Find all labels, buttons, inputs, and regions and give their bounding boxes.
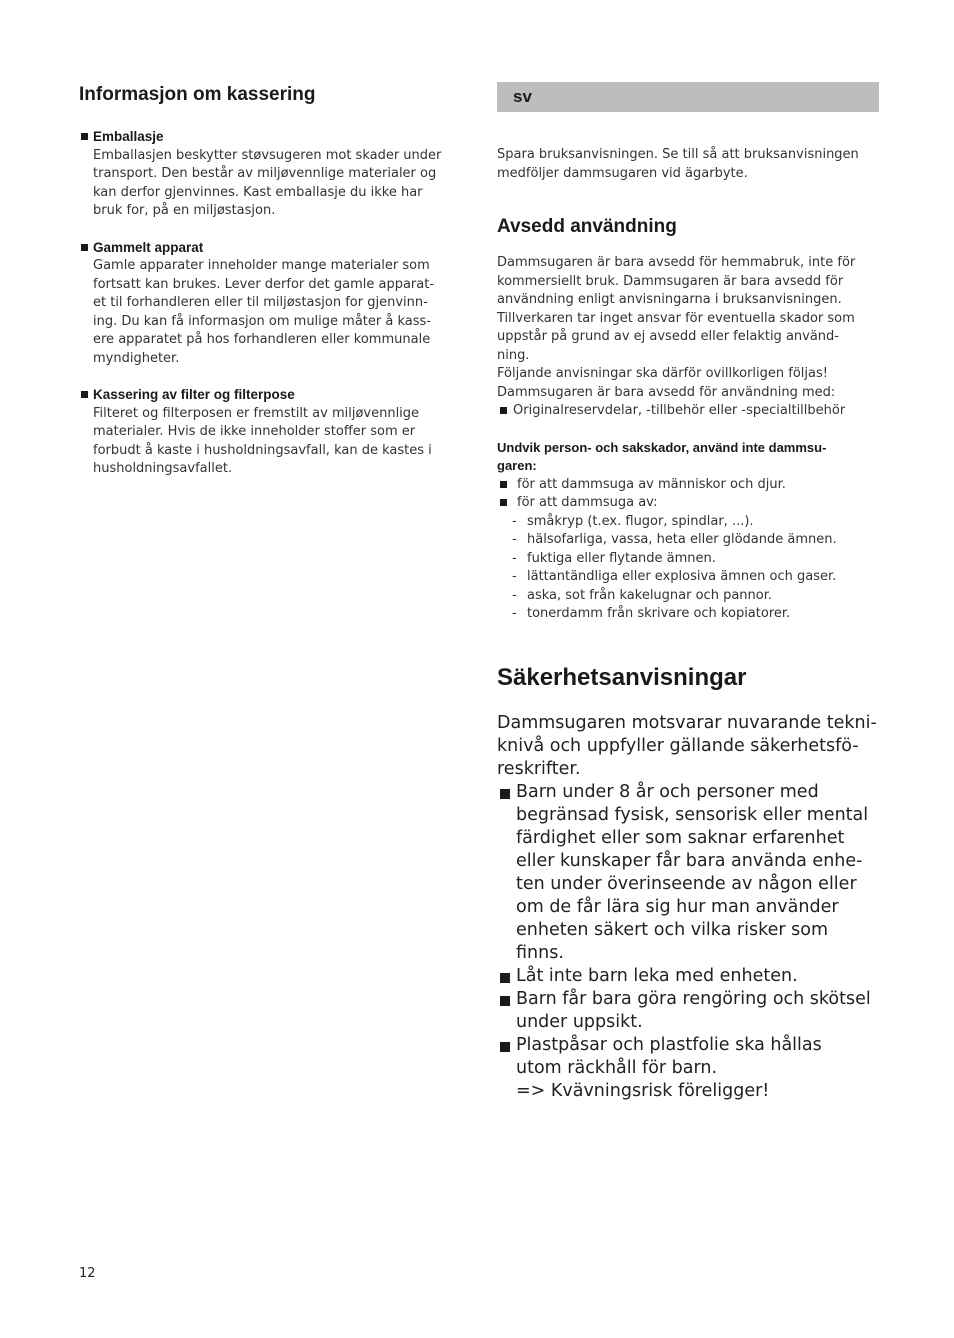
safety-bullet-line: Barn får bara göra rengöring och skötsel xyxy=(516,988,871,1009)
list-item xyxy=(497,1034,879,1103)
square-bullet-icon xyxy=(81,133,88,140)
safety-bullet-line: ten under överinseende av någon eller xyxy=(516,873,857,894)
use-line: Dammsugaren är bara avsedd för användning med: xyxy=(497,384,836,400)
safety-bullet-line: begränsad fysisk, sensorisk eller mental xyxy=(516,804,869,825)
list-item xyxy=(79,239,459,369)
language-code: sv xyxy=(513,87,532,106)
safety-bullet-line: enheten säkert och vilka risker som xyxy=(516,919,828,940)
list-item: - aska, sot från kakelugnar och pannor. xyxy=(512,587,773,603)
left-column xyxy=(79,82,459,479)
square-bullet-icon xyxy=(500,499,507,506)
list-item xyxy=(79,128,459,221)
warning-bullet-text: för att dammsuga av människor och djur. xyxy=(517,476,786,492)
list-item xyxy=(497,494,879,513)
item-line: husholdningsavfallet. xyxy=(93,461,233,476)
dash-item-text: lättantändliga eller explosiva ämnen och gaser. xyxy=(527,569,837,584)
list-item: - tonerdamm från skrivare och kopiatorer. xyxy=(512,606,791,621)
item-line: bruk for, på en miljøstasjon. xyxy=(93,203,276,218)
square-bullet-icon xyxy=(81,244,88,251)
intended-use-heading: Avsedd användning xyxy=(497,216,677,237)
list-item xyxy=(497,988,879,1034)
item-line: fortsatt kan brukes. Lever derfor det gamle apparat- xyxy=(93,276,435,292)
item-line: ing. Du kan få informasjon om mulige måter å kass- xyxy=(93,313,431,329)
item-line: Filteret og filterposen er fremstilt av miljøvennlige xyxy=(93,405,420,421)
dash-item-text: aska, sot från kakelugnar och pannor. xyxy=(527,587,773,603)
square-bullet-icon xyxy=(500,407,507,414)
list-item xyxy=(79,386,459,479)
warning-title-line: Undvik person- och sakskador, använd inte dammsu- xyxy=(497,439,827,455)
safety-bullet-line: färdighet eller som saknar erfarenhet xyxy=(516,827,845,848)
page-number: 12 xyxy=(79,1266,96,1281)
list-item: - hälsofarliga, vassa, heta eller glödande ämnen. xyxy=(512,532,837,547)
dash-item-text: småkryp (t.ex. flugor, spindlar, ...). xyxy=(527,513,754,529)
item-title: Gammelt apparat xyxy=(93,239,204,255)
square-bullet-icon xyxy=(500,996,510,1006)
list-item xyxy=(497,476,879,495)
intro-line: medföljer dammsugaren vid ägarbyte. xyxy=(497,165,748,181)
square-bullet-icon xyxy=(81,391,88,398)
use-line: uppstår på grund av ej avsedd eller felaktig använd- xyxy=(497,329,839,344)
list-item: - fuktiga eller flytande ämnen. xyxy=(512,550,716,566)
safety-heading: Säkerhetsanvisningar xyxy=(497,663,747,691)
safety-bullet-line: under uppsikt. xyxy=(516,1011,643,1032)
use-line: Tillverkaren tar inget ansvar för eventuella skador som xyxy=(497,310,855,326)
safety-bullet-line: => Kvävningsrisk föreligger! xyxy=(516,1080,770,1101)
item-line: kan derfor gjenvinnes. Kast emballasje du ikke har xyxy=(93,184,423,200)
safety-intro-line: reskrifter. xyxy=(497,758,581,779)
right-column xyxy=(497,82,879,1103)
item-line: materialer. Hvis de ikke inneholder stoffer som er xyxy=(93,424,416,439)
intro-block xyxy=(497,146,879,183)
item-line: Gamle apparater inneholder mange materialer som xyxy=(93,258,430,273)
safety-bullet-line: utom räckhåll för barn. xyxy=(516,1057,718,1078)
safety-bullet-line: Låt inte barn leka med enheten. xyxy=(516,965,798,986)
item-line: ere apparatet på hos forhandleren eller kommunale xyxy=(93,332,431,347)
language-bar xyxy=(497,82,879,112)
warning-title-line: garen: xyxy=(497,458,537,473)
dash-item-text: fuktiga eller flytande ämnen. xyxy=(527,550,716,566)
item-line: Emballasjen beskytter støvsugeren mot skader under xyxy=(93,147,442,163)
use-line: användning enligt anvisningarna i bruksanvisningen. xyxy=(497,292,842,307)
list-item xyxy=(497,781,879,965)
dash-item-text: hälsofarliga, vassa, heta eller glödande ämnen. xyxy=(527,532,837,547)
use-line: Följande anvisningar ska därför ovillkorligen följas! xyxy=(497,366,828,381)
list-item: - lättantändliga eller explosiva ämnen och gaser. xyxy=(512,569,837,584)
item-line: myndigheter. xyxy=(93,350,180,366)
safety-intro-line: Dammsugaren motsvarar nuvarande tekni- xyxy=(497,712,877,733)
item-line: et til forhandleren eller til miljøstasjon for gjenvinn- xyxy=(93,295,428,310)
safety-bullet-line: Barn under 8 år och personer med xyxy=(516,781,819,802)
safety-bullet-line: eller kunskaper får bara använda enhe- xyxy=(516,850,863,871)
list-item: - småkryp (t.ex. flugor, spindlar, ...). xyxy=(512,513,754,529)
item-line: transport. Den består av miljøvennlige materialer og xyxy=(93,166,437,181)
square-bullet-icon xyxy=(500,1042,510,1052)
item-title: Kassering av filter og filterpose xyxy=(93,387,295,402)
use-line: Dammsugaren är bara avsedd för hemmabruk, inte för xyxy=(497,255,856,270)
safety-intro-line: knivå och uppfyller gällande säkerhetsfö- xyxy=(497,735,859,756)
use-line: kommersiellt bruk. Dammsugaren är bara avsedd för xyxy=(497,273,844,289)
intended-use-block xyxy=(497,254,879,421)
item-line: forbudt å kaste i husholdningsavfall, kan de kastes i xyxy=(93,442,432,458)
use-bullet-text: Originalreservdelar, -tillbehör eller -specialtillbehör xyxy=(513,403,846,418)
safety-bullet-line: finns. xyxy=(516,942,564,963)
safety-bullet-line: om de får lära sig hur man använder xyxy=(516,896,839,917)
safety-block xyxy=(497,712,879,1103)
intro-line: Spara bruksanvisningen. Se till så att bruksanvisningen xyxy=(497,147,859,162)
square-bullet-icon xyxy=(500,481,507,488)
safety-bullet-line: Plastpåsar och plastfolie ska hållas xyxy=(516,1034,822,1055)
square-bullet-icon xyxy=(500,973,510,983)
list-item xyxy=(497,402,879,421)
item-title: Emballasje xyxy=(93,129,164,144)
warning-block xyxy=(497,439,879,624)
square-bullet-icon xyxy=(500,789,510,799)
use-line: ning. xyxy=(497,347,530,363)
warning-bullet-text: för att dammsuga av: xyxy=(517,495,658,510)
disposal-heading: Informasjon om kassering xyxy=(79,84,316,105)
dash-item-text: tonerdamm från skrivare och kopiatorer. xyxy=(527,606,791,621)
list-item xyxy=(497,965,879,988)
